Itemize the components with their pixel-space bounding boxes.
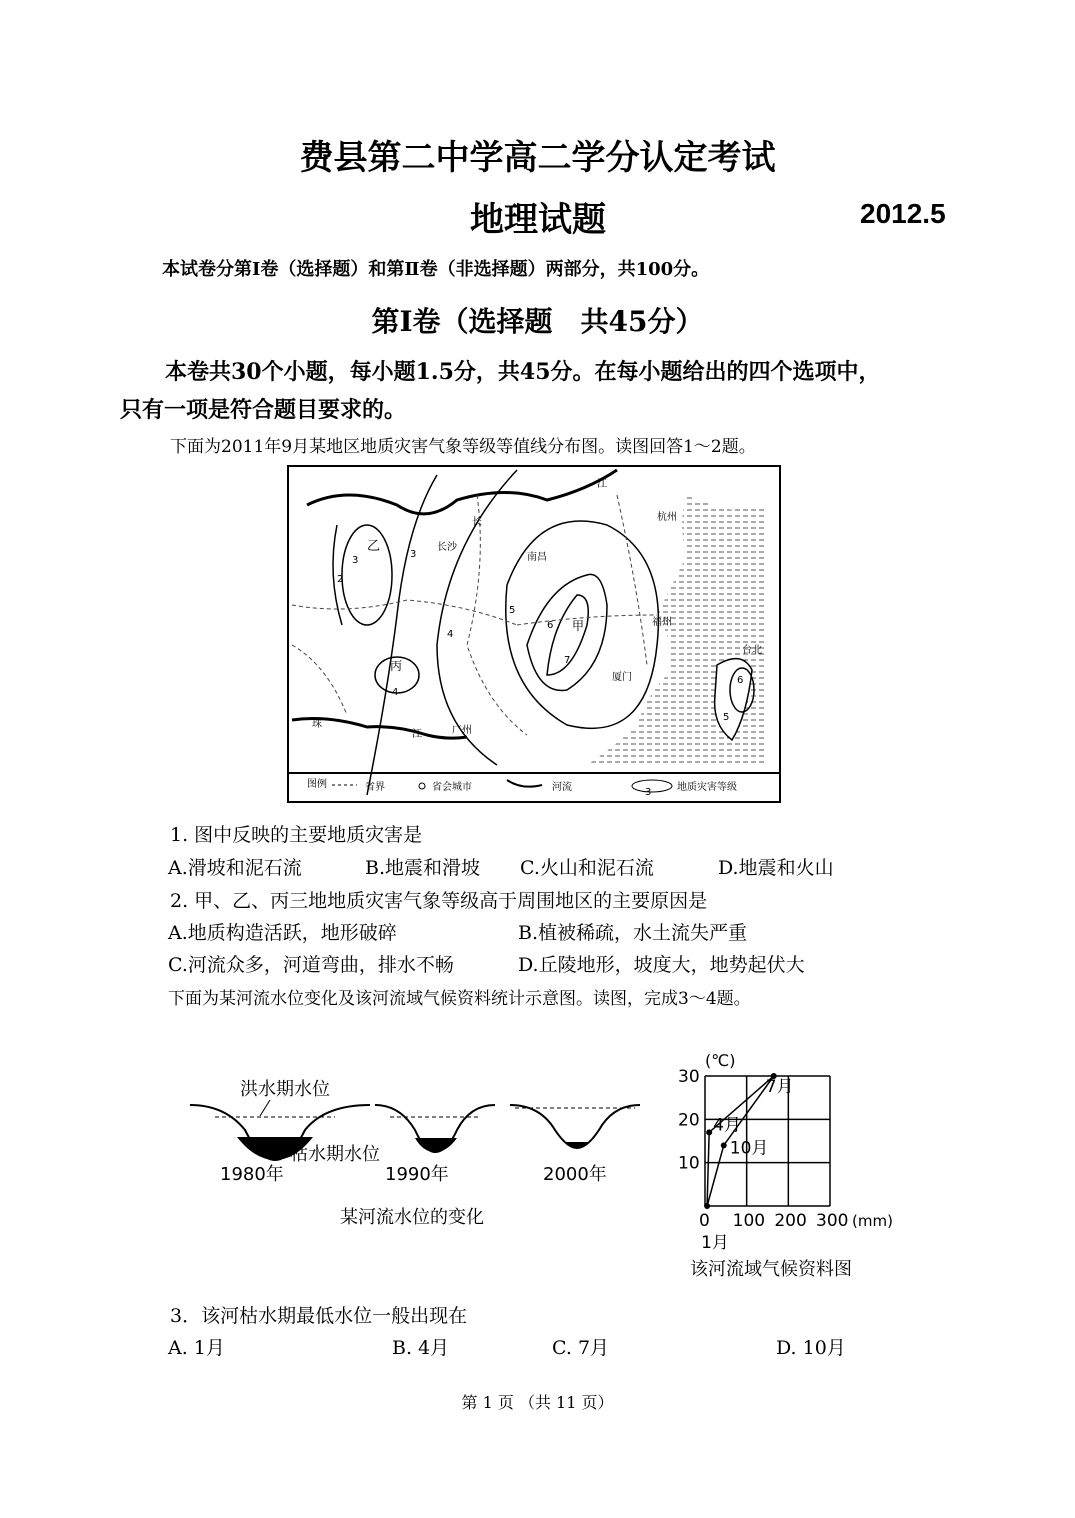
svg-text:省会城市: 省会城市 xyxy=(432,782,472,793)
svg-text:1990年: 1990年 xyxy=(385,1164,449,1185)
question-2: 2. 甲、乙、丙三地地质灾害气象等级高于周围地区的主要原因是 xyxy=(170,890,708,912)
instructions-line-2: 只有一项是符合题目要求的。 xyxy=(120,397,407,423)
q2-option-a: A.地质构造活跃，地形破碎 xyxy=(168,922,397,944)
svg-text:河流: 河流 xyxy=(552,782,572,793)
y-tick-label: 20 xyxy=(678,1110,700,1131)
map-intro: 下面为2011年9月某地区地质灾害气象等级等值线分布图。读图回答1～2题。 xyxy=(170,437,756,457)
data-point xyxy=(706,1129,712,1135)
svg-text:福州: 福州 xyxy=(652,617,672,628)
exam-title: 费县第二中学高二学分认定考试 xyxy=(299,138,776,178)
svg-text:6: 6 xyxy=(737,675,744,686)
figure-intro: 下面为某河流水位变化及该河流域气候资料统计示意图。读图，完成3～4题。 xyxy=(168,989,751,1009)
q1-option-c: C.火山和泥石流 xyxy=(520,857,654,879)
svg-text:4: 4 xyxy=(392,687,399,698)
svg-text:广州: 广州 xyxy=(452,725,472,736)
question-1: 1. 图中反映的主要地质灾害是 xyxy=(170,824,423,846)
section-heading: 第Ⅰ卷（选择题 共45分） xyxy=(371,305,704,338)
q1-option-a: A.滑坡和泥石流 xyxy=(168,857,302,879)
q3-option-c: C. 7月 xyxy=(552,1337,610,1359)
svg-text:3: 3 xyxy=(645,787,652,798)
x-tick-label: 200 xyxy=(774,1211,807,1231)
svg-text:洪水期水位: 洪水期水位 xyxy=(240,1079,330,1100)
y-tick-label: 30 xyxy=(678,1067,700,1087)
svg-text:江: 江 xyxy=(597,479,607,490)
svg-text:2: 2 xyxy=(337,574,344,585)
svg-text:1980年: 1980年 xyxy=(220,1164,284,1185)
svg-text:3: 3 xyxy=(410,549,417,560)
svg-text:甲: 甲 xyxy=(572,619,585,633)
svg-text:杭州: 杭州 xyxy=(657,512,677,523)
svg-text:厦门: 厦门 xyxy=(612,672,632,683)
svg-text:6: 6 xyxy=(547,620,554,631)
river-level-figure xyxy=(185,1060,655,1240)
q1-option-d: D.地震和火山 xyxy=(718,857,834,879)
svg-text:省界: 省界 xyxy=(365,782,385,793)
data-point-label: 10月 xyxy=(729,1138,769,1159)
svg-text:南昌: 南昌 xyxy=(527,552,547,563)
svg-text:2000年: 2000年 xyxy=(543,1164,607,1185)
page-footer: 第 1 页 （共 11 页） xyxy=(461,1393,614,1412)
q2-option-d: D.丘陵地形，坡度大，地势起伏大 xyxy=(518,954,805,976)
q3-option-a: A. 1月 xyxy=(168,1337,225,1359)
climate-chart xyxy=(670,1040,910,1285)
question-3: 3．该河枯水期最低水位一般出现在 xyxy=(170,1305,468,1327)
svg-text:7: 7 xyxy=(564,655,571,666)
svg-text:图例: 图例 xyxy=(307,779,327,790)
q3-option-b: B. 4月 xyxy=(392,1337,450,1359)
svg-text:长沙: 长沙 xyxy=(437,542,457,553)
svg-text:乙: 乙 xyxy=(367,539,381,554)
q2-option-c: C.河流众多，河道弯曲，排水不畅 xyxy=(168,954,454,976)
exam-date: 2012.5 xyxy=(860,198,946,229)
y-axis-label: (℃) xyxy=(705,1051,736,1070)
q3-option-d: D. 10月 xyxy=(776,1337,846,1359)
svg-text:地质灾害等级: 地质灾害等级 xyxy=(677,782,737,793)
disaster-map xyxy=(287,465,781,803)
svg-text:丙: 丙 xyxy=(390,659,403,673)
y-tick-label: 10 xyxy=(678,1153,700,1174)
x-tick-label: 0 xyxy=(699,1211,710,1231)
instructions-line-1: 本卷共30个小题，每小题1.5分，共45分。在每小题给出的四个选项中， xyxy=(165,359,881,385)
svg-text:枯水期水位: 枯水期水位 xyxy=(290,1144,380,1165)
data-point xyxy=(721,1142,727,1148)
svg-text:5: 5 xyxy=(723,712,730,723)
q2-option-b: B.植被稀疏，水土流失严重 xyxy=(518,922,748,944)
svg-text:某河流水位的变化: 某河流水位的变化 xyxy=(340,1207,484,1228)
data-point-label: 1月 xyxy=(701,1233,729,1253)
subject-title: 地理试题 xyxy=(470,200,606,240)
x-axis-label: (mm) xyxy=(852,1212,893,1230)
svg-text:4: 4 xyxy=(447,629,454,640)
chart-title: 该河流域气候资料图 xyxy=(690,1259,852,1280)
x-tick-label: 100 xyxy=(732,1211,766,1231)
data-point-label: 7月 xyxy=(765,1077,794,1097)
svg-text:台北: 台北 xyxy=(742,645,762,656)
data-point-label: 4月 xyxy=(713,1115,741,1136)
x-tick-label: 300 xyxy=(816,1211,849,1231)
svg-text:3: 3 xyxy=(352,555,359,566)
data-point xyxy=(704,1203,710,1209)
q1-option-b: B.地震和滑坡 xyxy=(365,857,481,879)
exam-intro: 本试卷分第Ⅰ卷（选择题）和第Ⅱ卷（非选择题）两部分，共100分。 xyxy=(162,259,710,280)
svg-text:长: 长 xyxy=(472,517,482,528)
svg-text:5: 5 xyxy=(509,605,516,616)
svg-text:江: 江 xyxy=(412,729,422,740)
svg-text:珠: 珠 xyxy=(312,719,322,730)
